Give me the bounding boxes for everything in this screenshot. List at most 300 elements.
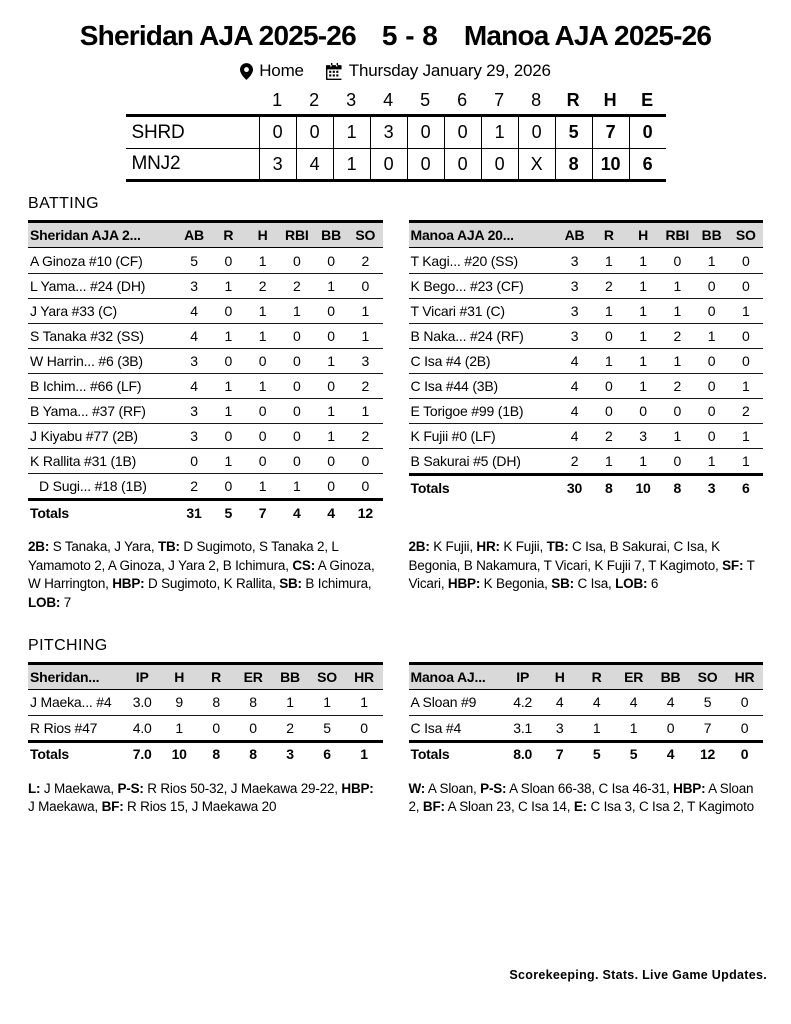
stat-cell: 0 bbox=[604, 328, 613, 344]
stat-column-header: SO bbox=[317, 668, 337, 685]
stat-cell: 0 bbox=[224, 428, 233, 444]
linescore-inning-cell: 0 bbox=[481, 149, 518, 179]
player-row bbox=[409, 690, 764, 715]
player-row bbox=[409, 248, 764, 273]
linescore-summary-cell: 5 bbox=[555, 117, 592, 148]
stat-cell: 1 bbox=[604, 252, 613, 269]
pitching-table-home bbox=[409, 662, 764, 766]
note-label: HR: bbox=[476, 539, 500, 554]
player-row bbox=[409, 715, 764, 740]
stat-cell: 2 bbox=[361, 428, 370, 444]
batting-notes-away bbox=[28, 538, 383, 613]
linescore-inning-header: 3 bbox=[346, 90, 356, 110]
stat-cell: 0 bbox=[293, 328, 301, 344]
totals-stat-cell: 8 bbox=[212, 746, 220, 762]
note-text: R Rios 50-32, J Maekawa 29-22, bbox=[143, 780, 342, 796]
final-score: 5 - 8 bbox=[381, 20, 438, 51]
stat-cell: 3 bbox=[190, 278, 198, 294]
stat-cell: 2 bbox=[604, 278, 613, 294]
stat-cell: 0 bbox=[742, 252, 750, 269]
linescore-inning-header: 1 bbox=[272, 90, 282, 110]
stat-cell: 1 bbox=[604, 453, 613, 469]
linescore-inning-header: 6 bbox=[457, 90, 467, 110]
stat-cell: 0 bbox=[327, 478, 335, 494]
stat-cell: 0 bbox=[740, 694, 749, 710]
stat-cell: 0 bbox=[327, 252, 335, 269]
player-row bbox=[409, 273, 764, 298]
linescore-body bbox=[126, 114, 666, 182]
stat-cell: 1 bbox=[323, 694, 331, 710]
stat-cell: 0 bbox=[673, 453, 682, 469]
note-label: TB: bbox=[546, 539, 569, 554]
stat-cell: 2 bbox=[361, 378, 370, 394]
player-name: B Ichim... #66 (LF) bbox=[30, 378, 142, 394]
totals-stat-cell: 5 bbox=[592, 746, 601, 762]
stat-cell: 0 bbox=[742, 328, 750, 344]
stat-cell: 1 bbox=[629, 719, 638, 736]
player-name: L Yama... #24 (DH) bbox=[30, 278, 146, 294]
stat-cell: 4 bbox=[190, 328, 198, 344]
stat-cell: 8 bbox=[212, 694, 220, 710]
location-pin-icon bbox=[240, 63, 253, 80]
location-label: Home bbox=[259, 61, 304, 80]
linescore-summary-cell: 10 bbox=[592, 149, 629, 179]
stat-cell: 4 bbox=[570, 428, 579, 444]
stat-cell: 0 bbox=[707, 303, 716, 319]
stat-cell: 1 bbox=[175, 719, 183, 736]
totals-label: Totals bbox=[30, 504, 69, 521]
stat-column-header: SO bbox=[355, 227, 376, 243]
stat-cell: 4 bbox=[190, 378, 198, 394]
player-row bbox=[28, 298, 383, 323]
player-name: A Sloan #9 bbox=[410, 694, 477, 710]
pitching-section bbox=[0, 637, 791, 817]
note-text: C Isa, bbox=[573, 576, 616, 592]
stat-cell: 1 bbox=[673, 278, 682, 294]
batting-notes-home bbox=[409, 538, 764, 594]
stat-cell: 1 bbox=[327, 403, 335, 419]
note-label: HBP: bbox=[673, 780, 706, 796]
stat-column-header: ER bbox=[243, 668, 263, 685]
totals-stat-cell: 12 bbox=[699, 746, 716, 762]
stat-cell: 4 bbox=[666, 694, 675, 710]
stat-cell: 0 bbox=[224, 252, 233, 269]
away-team-name: Sheridan AJA 2025-26 bbox=[79, 20, 356, 51]
stat-cell: 1 bbox=[361, 403, 370, 419]
player-name: B Yama... #37 (RF) bbox=[30, 403, 146, 419]
note-text: T Vicari, bbox=[408, 557, 755, 592]
totals-stat-cell: 3 bbox=[286, 746, 294, 762]
stat-cell: 3 bbox=[190, 403, 198, 419]
stat-cell: 0 bbox=[361, 278, 370, 294]
stat-cell: 0 bbox=[707, 378, 716, 394]
totals-stat-cell: 10 bbox=[171, 746, 187, 762]
stat-cell: 0 bbox=[604, 378, 613, 394]
player-name: C Isa #4 (2B) bbox=[410, 353, 491, 369]
stat-cell: 0 bbox=[639, 403, 647, 419]
stat-cell: 1 bbox=[604, 303, 613, 319]
note-label: L: bbox=[28, 780, 41, 796]
stat-column-header: BB bbox=[321, 227, 341, 243]
stat-cell: 4.2 bbox=[513, 694, 533, 710]
player-name: A Ginoza #10 (CF) bbox=[30, 252, 143, 269]
linescore-inning-cell: 1 bbox=[333, 149, 370, 179]
stat-cell: 8 bbox=[249, 694, 257, 710]
linescore-summary-cell: 6 bbox=[629, 149, 666, 179]
totals-row bbox=[28, 498, 383, 524]
stat-cell: 0 bbox=[212, 719, 220, 736]
linescore-inning-header: 7 bbox=[494, 90, 504, 110]
stat-cell: 3 bbox=[570, 278, 579, 294]
stat-cell: 0 bbox=[293, 353, 301, 369]
stat-cell: 0 bbox=[707, 428, 716, 444]
note-text: D Sugimoto, S Tanaka 2, L Yamamoto 2, A Ginoza, J Yara 2, B Ichimura, bbox=[28, 539, 339, 573]
player-row bbox=[28, 448, 383, 473]
stat-cell: 1 bbox=[707, 328, 716, 344]
stat-cell: 3 bbox=[570, 252, 579, 269]
note-label: SB: bbox=[551, 576, 574, 592]
player-row bbox=[28, 273, 383, 298]
totals-stat-cell: 8 bbox=[604, 479, 613, 496]
stat-column-header: ER bbox=[624, 668, 644, 685]
linescore-summary-header: H bbox=[603, 90, 617, 110]
stat-cell: 0 bbox=[707, 353, 716, 369]
note-text: B Ichimura, bbox=[301, 576, 372, 592]
stat-column-header: BB bbox=[280, 668, 300, 685]
stat-column-header: IP bbox=[516, 668, 530, 685]
stat-cell: 0 bbox=[327, 328, 335, 344]
stat-cell: 1 bbox=[293, 478, 301, 494]
stat-cell: 3 bbox=[190, 428, 198, 444]
stat-cell: 2 bbox=[604, 428, 613, 444]
player-row bbox=[409, 348, 764, 373]
stat-cell: 1 bbox=[360, 694, 368, 710]
stat-cell: 0 bbox=[293, 378, 301, 394]
note-text: A Sloan, bbox=[425, 780, 481, 796]
stat-cell: 1 bbox=[327, 278, 335, 294]
stat-cell: 1 bbox=[707, 252, 716, 269]
player-name: T Kagi... #20 (SS) bbox=[410, 252, 518, 269]
stat-cell: 1 bbox=[224, 278, 233, 294]
stat-cell: 0 bbox=[249, 719, 257, 736]
player-row bbox=[409, 423, 764, 448]
stat-cell: 1 bbox=[258, 478, 267, 494]
stat-table-header-row bbox=[28, 665, 383, 690]
totals-stat-cell: 7 bbox=[555, 746, 564, 762]
stat-cell: 0 bbox=[293, 428, 301, 444]
linescore-inning-cell: 0 bbox=[259, 117, 296, 148]
game-meta bbox=[0, 61, 791, 81]
stat-cell: 3 bbox=[570, 328, 579, 344]
linescore-summary-header: E bbox=[641, 90, 653, 110]
stat-column-header: HR bbox=[734, 668, 755, 685]
player-name: K Bego... #23 (CF) bbox=[410, 278, 524, 294]
note-label: 2B: bbox=[408, 539, 430, 554]
stat-cell: 1 bbox=[258, 303, 267, 319]
stat-column-header: SO bbox=[735, 227, 756, 243]
stat-cell: 1 bbox=[639, 328, 647, 344]
linescore-summary-cell: 0 bbox=[629, 117, 666, 148]
note-text: 7 bbox=[60, 594, 72, 610]
stat-cell: 0 bbox=[327, 453, 335, 469]
linescore-inning-cell: X bbox=[518, 149, 555, 179]
pitching-notes-away bbox=[28, 780, 383, 817]
linescore-summary-cell: 7 bbox=[592, 117, 629, 148]
stat-cell: 1 bbox=[639, 378, 647, 394]
totals-stat-cell: 0 bbox=[740, 746, 749, 762]
stat-cell: 1 bbox=[707, 453, 716, 469]
player-row bbox=[28, 323, 383, 348]
stat-cell: 3.0 bbox=[132, 694, 152, 710]
stat-cell: 1 bbox=[361, 303, 370, 319]
stat-table-team-header: Sheridan... bbox=[30, 668, 100, 685]
stat-cell: 1 bbox=[742, 378, 750, 394]
linescore-inning-cell: 1 bbox=[333, 117, 370, 148]
batting-section bbox=[0, 195, 791, 613]
note-text: C Isa 3, C Isa 2, T Kagimoto bbox=[586, 799, 754, 815]
stat-cell: 0 bbox=[258, 453, 267, 469]
player-name: W Harrin... #6 (3B) bbox=[30, 353, 143, 369]
totals-label: Totals bbox=[30, 746, 69, 762]
player-name: C Isa #44 (3B) bbox=[410, 378, 498, 394]
stat-cell: 1 bbox=[639, 303, 647, 319]
linescore-row bbox=[126, 117, 666, 148]
note-label: E: bbox=[573, 799, 587, 815]
note-text: A Sloan 23, C Isa 14, bbox=[444, 799, 574, 815]
stat-column-header: AB bbox=[184, 227, 204, 243]
player-row bbox=[28, 715, 383, 740]
stat-cell: 2 bbox=[361, 252, 370, 269]
stat-table-team-header: Manoa AJA 20... bbox=[410, 227, 514, 243]
stat-cell: 0 bbox=[224, 353, 233, 369]
stat-cell: 3 bbox=[555, 719, 564, 736]
player-name: J Maeka... #4 bbox=[30, 694, 112, 710]
note-label: P-S: bbox=[480, 780, 507, 796]
totals-row bbox=[28, 740, 383, 766]
stat-column-header: H bbox=[554, 668, 565, 685]
stat-cell: 1 bbox=[639, 453, 647, 469]
stat-column-header: H bbox=[174, 668, 185, 685]
note-label: HBP: bbox=[341, 780, 374, 796]
stat-cell: 0 bbox=[361, 478, 370, 494]
note-text: D Sugimoto, K Rallita, bbox=[144, 576, 280, 592]
note-text: A Ginoza, W Harrington, bbox=[28, 557, 375, 592]
note-text: 6 bbox=[647, 576, 659, 592]
stat-cell: 1 bbox=[639, 278, 647, 294]
stat-cell: 2 bbox=[293, 278, 301, 294]
game-title bbox=[0, 0, 791, 52]
totals-stat-cell: 4 bbox=[327, 504, 335, 521]
stat-cell: 4 bbox=[592, 694, 601, 710]
totals-stat-cell: 4 bbox=[666, 746, 675, 762]
linescore-inning-cell: 0 bbox=[444, 149, 481, 179]
linescore-inning-cell: 0 bbox=[407, 117, 444, 148]
stat-column-header: R bbox=[603, 227, 614, 243]
stat-cell: 0 bbox=[707, 278, 716, 294]
player-name: T Vicari #31 (C) bbox=[410, 303, 505, 319]
stat-cell: 0 bbox=[293, 252, 301, 269]
calendar-icon bbox=[326, 63, 343, 80]
stat-cell: 0 bbox=[361, 453, 370, 469]
stat-cell: 4 bbox=[190, 303, 198, 319]
date-item bbox=[326, 61, 551, 81]
footer-tagline: Scorekeeping. Stats. Live Game Updates. bbox=[509, 968, 767, 982]
stat-cell: 4.0 bbox=[132, 719, 152, 736]
note-label: 2B: bbox=[28, 539, 50, 554]
totals-stat-cell: 6 bbox=[742, 479, 750, 496]
stat-column-header: R bbox=[211, 668, 222, 685]
stat-cell: 0 bbox=[293, 403, 301, 419]
player-row bbox=[409, 373, 764, 398]
totals-stat-cell: 12 bbox=[357, 504, 373, 521]
totals-stat-cell: 31 bbox=[186, 504, 202, 521]
linescore-row bbox=[126, 148, 666, 179]
pitching-notes-home bbox=[409, 780, 764, 817]
totals-row bbox=[409, 473, 764, 499]
note-label: TB: bbox=[157, 539, 180, 554]
stat-cell: 1 bbox=[742, 303, 750, 319]
totals-stat-cell: 8.0 bbox=[513, 746, 533, 762]
totals-stat-cell: 7 bbox=[258, 504, 267, 521]
pitching-section-label: PITCHING bbox=[28, 636, 108, 654]
note-label: CS: bbox=[292, 557, 315, 573]
stat-column-header: H bbox=[638, 227, 648, 243]
home-team-name: Manoa AJA 2025-26 bbox=[463, 20, 712, 51]
stat-cell: 2 bbox=[570, 453, 579, 469]
stat-table-team-header: Manoa AJ... bbox=[410, 668, 486, 685]
note-label: HBP: bbox=[112, 576, 145, 592]
linescore-inning-cell: 0 bbox=[296, 117, 333, 148]
player-name: R Rios #47 bbox=[30, 719, 98, 736]
stat-cell: 0 bbox=[673, 403, 682, 419]
player-name: K Rallita #31 (1B) bbox=[30, 453, 137, 469]
stat-column-header: HR bbox=[354, 668, 374, 685]
note-text: A Sloan 2, bbox=[408, 780, 754, 815]
totals-label: Totals bbox=[410, 746, 450, 762]
linescore-inning-cell: 3 bbox=[259, 149, 296, 179]
linescore-inning-cell: 0 bbox=[407, 149, 444, 179]
stat-cell: 0 bbox=[258, 353, 267, 369]
linescore-team-abbr: SHRD bbox=[131, 121, 185, 143]
player-name: K Fujii #0 (LF) bbox=[410, 428, 496, 444]
linescore-inning-header: 8 bbox=[531, 90, 541, 110]
note-text: C Isa, B Sakurai, C Isa, K Begonia, B Nakamura, T Vicari, K Fujii 7, T Kagimoto, bbox=[408, 539, 723, 573]
totals-stat-cell: 3 bbox=[707, 479, 716, 496]
totals-stat-cell: 10 bbox=[635, 479, 651, 496]
totals-stat-cell: 5 bbox=[629, 746, 638, 762]
player-row bbox=[409, 398, 764, 423]
stat-cell: 2 bbox=[673, 378, 682, 394]
stat-column-header: R bbox=[591, 668, 602, 685]
stat-table-team-header: Sheridan AJA 2... bbox=[30, 227, 141, 243]
stat-cell: 0 bbox=[360, 719, 368, 736]
linescore-inning-header: 2 bbox=[309, 90, 319, 110]
stat-cell: 1 bbox=[224, 453, 233, 469]
linescore-header-row bbox=[126, 90, 666, 114]
linescore-summary-cell: 8 bbox=[555, 149, 592, 179]
stat-cell: 1 bbox=[673, 353, 682, 369]
stat-cell: 1 bbox=[286, 694, 294, 710]
linescore-summary-header: R bbox=[566, 90, 580, 110]
stat-cell: 1 bbox=[258, 328, 267, 344]
note-text: S Tanaka, J Yara, bbox=[49, 539, 158, 554]
stat-cell: 1 bbox=[592, 719, 601, 736]
stat-cell: 1 bbox=[258, 378, 267, 394]
stat-cell: 0 bbox=[604, 403, 613, 419]
player-row bbox=[28, 348, 383, 373]
note-text: K Begonia, bbox=[480, 576, 552, 592]
batting-table-away bbox=[28, 220, 383, 524]
stat-cell: 2 bbox=[742, 403, 750, 419]
stat-cell: 1 bbox=[639, 252, 647, 269]
stat-cell: 0 bbox=[293, 453, 301, 469]
note-label: BF: bbox=[422, 799, 445, 815]
player-row bbox=[409, 298, 764, 323]
totals-stat-cell: 4 bbox=[293, 504, 301, 521]
linescore-team-abbr: MNJ2 bbox=[131, 153, 181, 174]
stat-cell: 9 bbox=[175, 694, 183, 710]
stat-cell: 4 bbox=[570, 353, 579, 369]
stat-column-header: RBI bbox=[285, 227, 309, 243]
stat-cell: 4 bbox=[570, 378, 579, 394]
stat-cell: 7 bbox=[703, 719, 712, 736]
note-label: SB: bbox=[279, 576, 302, 592]
stat-cell: 3 bbox=[361, 353, 370, 369]
stat-column-header: IP bbox=[135, 668, 149, 685]
player-row bbox=[409, 323, 764, 348]
stat-cell: 1 bbox=[673, 303, 682, 319]
note-label: LOB: bbox=[615, 576, 648, 592]
stat-cell: 0 bbox=[707, 403, 716, 419]
stat-cell: 1 bbox=[224, 378, 233, 394]
stat-cell: 4 bbox=[570, 403, 579, 419]
stat-table-header-row bbox=[409, 665, 764, 690]
player-name: B Naka... #24 (RF) bbox=[410, 328, 524, 344]
pitching-table-away bbox=[28, 662, 383, 766]
linescore bbox=[126, 90, 666, 182]
totals-stat-cell: 30 bbox=[566, 479, 583, 496]
stat-column-header: AB bbox=[564, 227, 585, 243]
date-label: Thursday January 29, 2026 bbox=[348, 61, 551, 80]
note-label: SF: bbox=[722, 557, 744, 573]
stat-column-header: R bbox=[223, 227, 234, 243]
player-name: E Torigoe #99 (1B) bbox=[410, 403, 524, 419]
batting-section-label: BATTING bbox=[28, 195, 99, 212]
stat-cell: 5 bbox=[323, 719, 331, 736]
note-text: K Fujii, bbox=[429, 539, 477, 554]
stat-cell: 0 bbox=[742, 278, 750, 294]
stat-cell: 1 bbox=[224, 403, 233, 419]
linescore-inning-cell: 0 bbox=[370, 149, 407, 179]
linescore-inning-cell: 0 bbox=[444, 117, 481, 148]
stat-cell: 2 bbox=[673, 328, 682, 344]
player-row bbox=[28, 690, 383, 715]
linescore-inning-cell: 3 bbox=[370, 117, 407, 148]
note-text: K Fujii, bbox=[499, 539, 547, 554]
stat-column-header: BB bbox=[660, 668, 681, 685]
stat-column-header: BB bbox=[701, 227, 722, 243]
stat-cell: 5 bbox=[190, 252, 198, 269]
totals-row bbox=[409, 740, 764, 766]
stat-cell: 3.1 bbox=[513, 719, 533, 736]
note-label: LOB: bbox=[28, 594, 61, 610]
player-name: C Isa #4 bbox=[410, 719, 462, 736]
stat-cell: 2 bbox=[286, 719, 294, 736]
stat-cell: 1 bbox=[327, 353, 335, 369]
stat-cell: 0 bbox=[673, 252, 682, 269]
totals-stat-cell: 7.0 bbox=[132, 746, 152, 762]
player-name: J Kiyabu #77 (2B) bbox=[30, 428, 138, 444]
